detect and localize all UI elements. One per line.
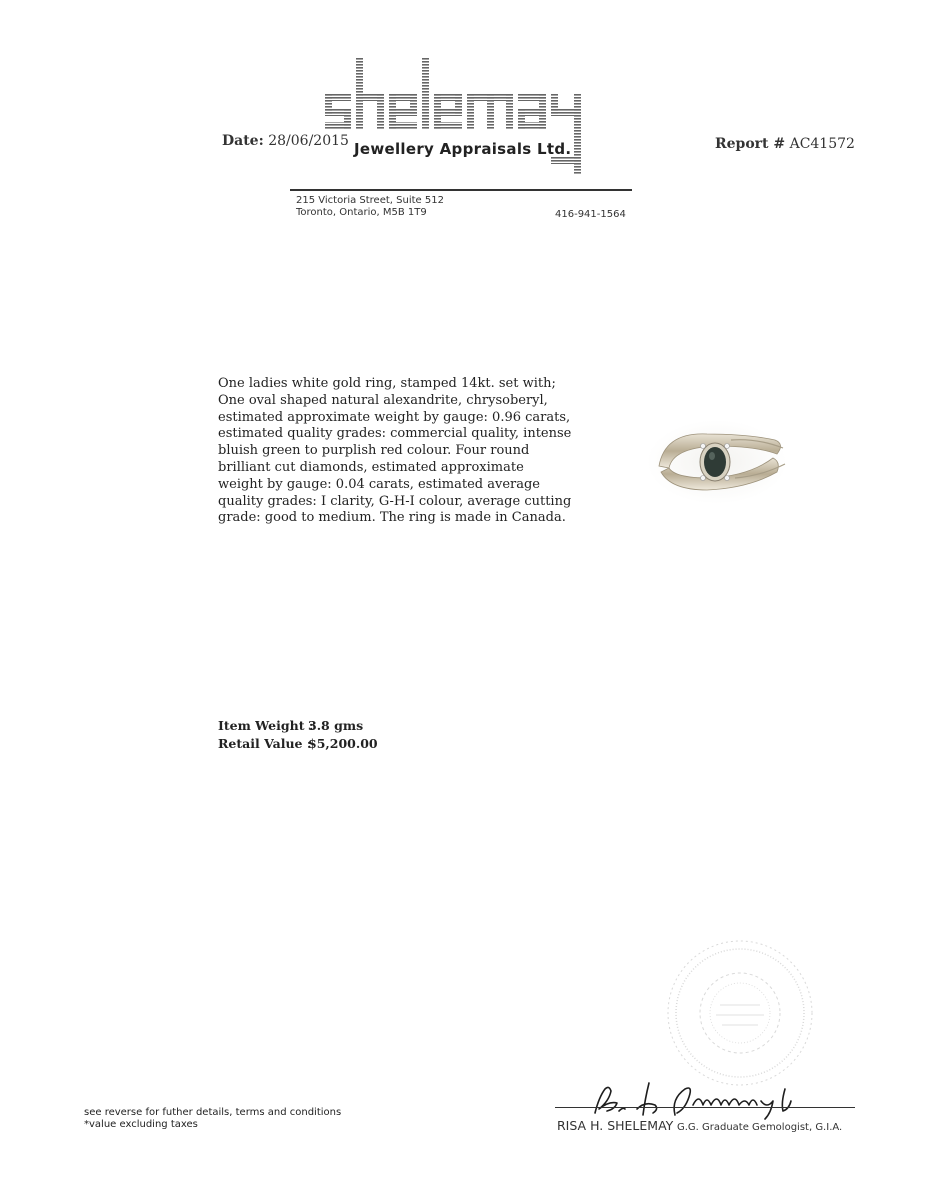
- description-line: estimated approximate weight by gauge: 0.96 carats,: [218, 409, 571, 425]
- description-line: brilliant cut diamonds, estimated approximate: [218, 459, 524, 475]
- description-line: quality grades: I clarity, G-H-I colour, average cutting: [218, 493, 572, 509]
- description-line: bluish green to purplish red colour. Four round: [218, 443, 530, 459]
- signer-credentials: G.G. Graduate Gemologist, G.I.A.: [676, 1122, 843, 1133]
- signature-line: [555, 1107, 855, 1108]
- description-line: One ladies white gold ring, stamped 14kt. set with;: [218, 376, 556, 391]
- signer-name: RISA H. SHELEMAY: [557, 1118, 674, 1133]
- retail-value-value: $5,200.00: [308, 736, 378, 751]
- footnotes: [84, 1107, 341, 1131]
- description-line: estimated quality grades: commercial quality, intense: [218, 426, 572, 442]
- company-phone: 416-941-1564: [555, 209, 626, 220]
- company-name: Jewellery Appraisals Ltd.: [354, 140, 572, 158]
- address-line-1: 215 Victoria Street, Suite 512: [296, 195, 444, 206]
- item-weight-label: Item Weight :: [218, 718, 314, 733]
- signer-block: [557, 1118, 842, 1133]
- description-line: grade: good to medium. The ring is made in Canada.: [218, 510, 566, 526]
- item-weight-row: [218, 718, 378, 736]
- ring-photo: [645, 410, 805, 510]
- report-label: Report #: [715, 136, 786, 152]
- signature: [585, 1075, 835, 1120]
- retail-value-row: [218, 736, 378, 754]
- description-line: weight by gauge: 0.04 carats, estimated average: [218, 476, 540, 492]
- item-weight-value: 3.8 gms: [308, 718, 364, 733]
- date-value: 28/06/2015: [268, 133, 349, 149]
- company-logo: [325, 52, 610, 177]
- item-description: [218, 376, 588, 527]
- footnote-taxes: *value excluding taxes: [84, 1119, 198, 1130]
- company-address: [296, 195, 444, 219]
- retail-value-label: Retail Value :: [218, 736, 312, 751]
- report-value: AC41572: [789, 136, 855, 152]
- report-date: [222, 133, 349, 149]
- footnote-terms: see reverse for futher details, terms and conditions: [84, 1107, 342, 1118]
- description-line: One oval shaped natural alexandrite, chrysoberyl,: [218, 392, 548, 408]
- embossed-seal: [650, 935, 830, 1090]
- header-divider: [290, 189, 632, 191]
- date-label: Date:: [222, 133, 264, 149]
- report-number: [715, 136, 855, 152]
- address-line-2: Toronto, Ontario, M5B 1T9: [296, 207, 427, 218]
- item-details: [218, 718, 378, 754]
